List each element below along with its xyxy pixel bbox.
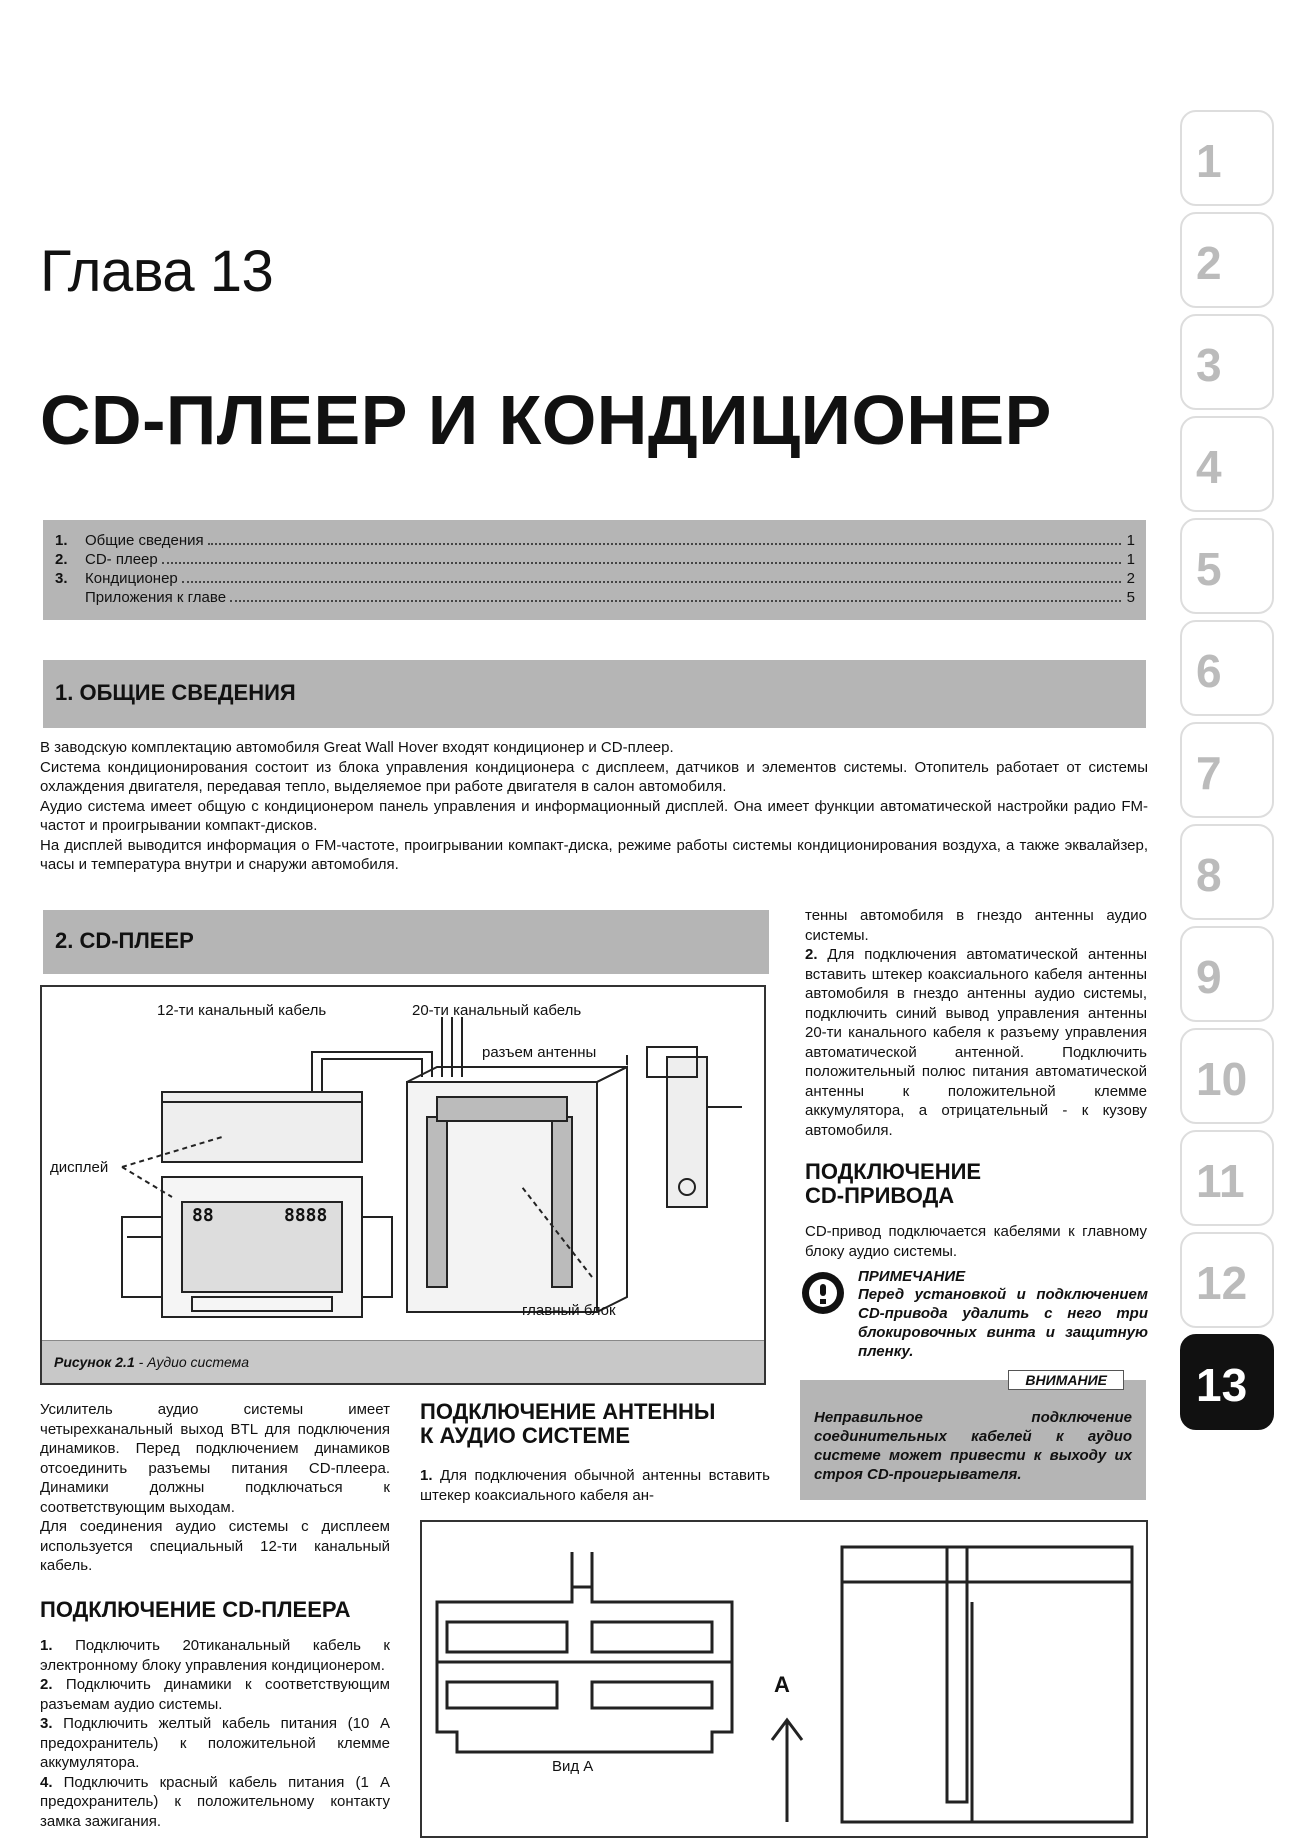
page-title: CD-ПЛЕЕР И КОНДИЦИОНЕР (40, 381, 1052, 459)
label-main-unit: главный блок (522, 1302, 616, 1319)
list-item (40, 1714, 390, 1773)
section-2-title: 2. CD-ПЛЕЕР (55, 928, 194, 953)
antenna-heading (420, 1400, 715, 1448)
toc-number: 2. (55, 551, 68, 568)
chapter-tab-10[interactable]: 10 (1180, 1028, 1274, 1124)
label-display: дисплей (50, 1159, 109, 1176)
chapter-tab-8[interactable]: 8 (1180, 824, 1274, 920)
step-number: 1. (420, 1467, 433, 1484)
figure-connector-view (420, 1520, 1148, 1838)
chapter-tab-7[interactable]: 7 (1180, 722, 1274, 818)
toc-leader (182, 571, 1121, 583)
label-a: А (774, 1672, 790, 1697)
label-antenna-connector: разъем антенны (482, 1044, 597, 1061)
cd-drive-heading (805, 1160, 981, 1208)
toc-label: Приложения к главе (85, 589, 227, 606)
step-number: 4. (40, 1773, 53, 1791)
antenna-auto-instructions (805, 906, 1147, 1140)
toc-page: 2 (1126, 570, 1135, 587)
list-item (40, 1675, 390, 1714)
paragraph: Усилитель аудио системы имеет четырехканальный выход BTL для подключения динамиков. Перед подключением динамиков отсоединить разъемы питания CD-плеера. Динамики должны подключаться к соответствующим выходам. (40, 1401, 390, 1516)
toc-item[interactable] (55, 551, 1135, 568)
label-view-a: Вид А (552, 1758, 594, 1775)
paragraph: Аудио система имеет общую с кондиционером панель управления и информационный дисплей. Она имеет функции автоматической настройки радио FM-частот и проигрывании компакт-дисков. (40, 797, 1148, 834)
cd-player-steps (40, 1636, 390, 1831)
toc-number: 1. (55, 532, 68, 549)
toc-label: Общие сведения (85, 532, 204, 549)
list-item (40, 1773, 390, 1832)
lcd-readout-left: 88 (192, 1205, 214, 1226)
audio-system-diagram (42, 987, 764, 1341)
paragraph: тенны автомобиля в гнездо антенны аудио системы. (805, 907, 1147, 944)
paragraph: На дисплей выводится информация о FM-частоте, проигрывании компакт-диска, режиме работы системы кондиционирования воздуха, а также эквалайзер, часы и температура внутри и снаружи автомобиля. (40, 836, 1148, 873)
toc-page: 5 (1126, 589, 1135, 606)
chapter-tab-11[interactable]: 11 (1180, 1130, 1274, 1226)
warning-body: Неправильное подключение соединительных кабелей к аудио системе может привести к выходу их строя CD-проигрывателя. (814, 1409, 1132, 1483)
step-text: Подключить желтый кабель питания (10 А предохранитель) к положительной клемме аккумулятора. (40, 1715, 390, 1771)
step-number: 3. (40, 1715, 53, 1732)
toc-leader (208, 533, 1121, 545)
chapter-tab-1[interactable]: 1 (1180, 110, 1274, 206)
section-1-title: 1. ОБЩИЕ СВЕДЕНИЯ (55, 680, 296, 705)
figure-audio-system (40, 985, 766, 1385)
heading-line: ПОДКЛЮЧЕНИЕ (805, 1159, 982, 1184)
note-icon (800, 1270, 846, 1316)
chapter-tab-6[interactable]: 6 (1180, 620, 1274, 716)
chapter-tab-13[interactable]: 13 (1180, 1334, 1274, 1430)
toc-leader (230, 590, 1121, 602)
table-of-contents (43, 520, 1146, 620)
toc-item[interactable] (55, 589, 1135, 606)
chapter-tab-3[interactable]: 3 (1180, 314, 1274, 410)
chapter-tab-2[interactable]: 2 (1180, 212, 1274, 308)
section-1-body (40, 738, 1148, 875)
cd-drive-text: CD-привод подключается кабелями к главному блоку аудио системы. (805, 1223, 1147, 1260)
label-20-channel-cable: 20-ти канальный кабель (412, 1002, 582, 1019)
toc-item[interactable] (55, 532, 1135, 549)
chapter-tab-5[interactable]: 5 (1180, 518, 1274, 614)
note-body: Перед установкой и подключением CD-привода удалить с него три блокировочных винта и защитную пленку. (858, 1286, 1148, 1360)
chapter-number: Глава 13 (40, 239, 274, 304)
label-12-channel-cable: 12-ти канальный кабель (157, 1002, 327, 1019)
heading-line: CD-ПРИВОДА (805, 1183, 955, 1208)
step-text: Подключить красный кабель питания (1 А предохранитель) к положительному контакту замка зажигания. (40, 1773, 390, 1830)
heading-line: ПОДКЛЮЧЕНИЕ АНТЕННЫ (420, 1399, 716, 1424)
chapter-tab-12[interactable]: 12 (1180, 1232, 1274, 1328)
figure-caption-bar (42, 1340, 764, 1383)
antenna-instructions (420, 1466, 770, 1505)
amplifier-text (40, 1400, 390, 1576)
cd-player-heading: ПОДКЛЮЧЕНИЕ CD-ПЛЕЕРА (40, 1597, 351, 1622)
toc-page: 1 (1126, 532, 1135, 549)
step-number: 2. (805, 946, 818, 963)
section-1-header (43, 660, 1146, 728)
note-heading: ПРИМЕЧАНИЕ (858, 1268, 966, 1285)
toc-label: CD- плеер (85, 551, 158, 568)
toc-number: 3. (55, 570, 68, 587)
figure-title: - Аудио система (134, 1354, 250, 1370)
step-text: Подключить динамики к соответствующим разъемам аудио системы. (40, 1676, 390, 1713)
warning-label: ВНИМАНИЕ (1008, 1370, 1124, 1390)
chapter-tab-9[interactable]: 9 (1180, 926, 1274, 1022)
step-text: Подключить 20тиканальный кабель к электронному блоку управления кондиционером. (40, 1637, 390, 1674)
paragraph: В заводскую комплектацию автомобиля Great Wall Hover входят кондиционер и CD-плеер. (40, 739, 674, 756)
paragraph: Для соединения аудио системы с дисплеем используется специальный 12-ти канальный кабель. (40, 1518, 390, 1574)
step-number: 2. (40, 1676, 53, 1693)
section-2-header (43, 910, 769, 974)
paragraph: Для подключения обычной антенны вставить штекер коаксиального кабеля ан- (420, 1467, 770, 1504)
figure-caption (54, 1354, 249, 1370)
list-item (40, 1636, 390, 1675)
lcd-readout-right: 8888 (284, 1205, 328, 1226)
toc-item[interactable] (55, 570, 1135, 587)
step-number: 1. (40, 1637, 53, 1654)
toc-label: Кондиционер (85, 570, 178, 587)
note-block (858, 1268, 1148, 1361)
paragraph: Для подключения автоматической антенны вставить штекер коаксиального кабеля антенны автомобиля в гнездо антенны аудио системы, подключить синий вывод управления антенны 20-ти канального кабеля к разъему управления автоматической антенной. Подключить положительный полюс питания автоматической антенны к положительной клемме аккумулятора, а отрицательный - к кузову автомобиля. (805, 946, 1147, 1139)
toc-leader (162, 552, 1121, 564)
paragraph: Система кондиционирования состоит из блока управления кондиционера с дисплеем, датчиков и элементов системы. Отопитель работает от системы охлаждения двигателя, передавая тепло, выделяемое при работе двигателя в салон автомобиля. (40, 758, 1148, 795)
heading-line: К АУДИО СИСТЕМЕ (420, 1423, 631, 1448)
warning-box (800, 1372, 1146, 1500)
figure-number: Рисунок 2.1 (54, 1354, 135, 1370)
toc-page: 1 (1126, 551, 1135, 568)
chapter-tab-4[interactable]: 4 (1180, 416, 1274, 512)
